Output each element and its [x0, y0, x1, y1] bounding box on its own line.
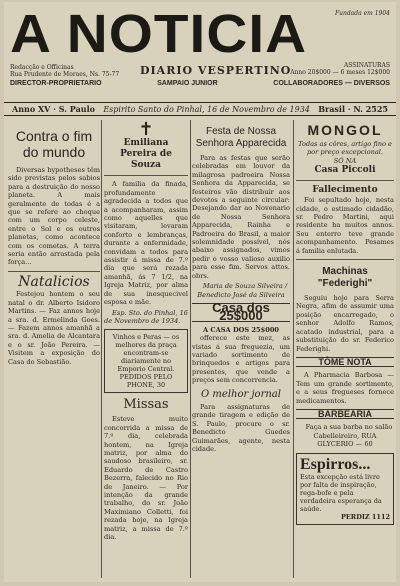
column-4 — [296, 120, 394, 529]
ad-headline: Casa dos 25$000 — [192, 303, 290, 322]
diario-label: DIARIO VESPERTINO — [140, 64, 292, 77]
redacao-text: Redacção e Officinas — [10, 64, 74, 71]
natalicios-body: Festejou hontem o seu natal o dr. Alberto Isidoro Martins. — Faz annos hoje a sra. d. Ermelinda Goes. — Fazem annos amanhã a sra. d. Amelia de Alcantara e o sr. João Pereira. — Visitem a exposição do Casa do Sebastião. — [8, 290, 100, 366]
masthead — [10, 4, 390, 100]
section-headline: O melhor jornal — [201, 388, 281, 400]
tome-nota-body: A Pharmacia Barbosa — Tem um grande sortimento, e a seus fregueses fornece medicamentos. — [296, 371, 394, 405]
subscriptions-values: Anno 20$000 — 6 meses 12$000 — [290, 69, 390, 76]
article-body: Para as festas que serão celebradas em louvor da milagrosa padroeira Nossa Senhora da Apparecida, se festeiros vão distribuir aos devotos a seguinte circular: Desejando dar ao Novenario de Nossa Senhora Apparecida, Rainha e Padroeira do Brasil, a maior solemnidade possível, nós abaixo assignados, vimos pedir o vosso valioso auxilio para esse fim. Servos attos. obrs. — [192, 154, 290, 280]
collaborators-label: COLLABORADORES — DIVERSOS — [273, 80, 390, 87]
section-headline: Natalicios — [18, 273, 90, 290]
ad-footer: PERDIZ 1112 — [340, 512, 390, 521]
machinas-body: Seguiu hoje para Serra Negra, afim de assumir uma posição encarregado, o senhor Adolfo Ramos, acatado industrial, para a substituição do sr. Federico Federighi. — [296, 294, 394, 353]
address-text: Rua Prudente de Moraes, Ns. 75-77 — [10, 71, 120, 78]
newspaper-page — [4, 2, 396, 582]
proprietor-name: SAMPAIO JUNIOR — [157, 80, 218, 87]
obituary-headline: Emiliana Pereira de Souza — [120, 138, 172, 171]
issue-year: Anno XV · S. Paulo — [12, 104, 95, 114]
divider — [296, 259, 394, 260]
divider — [8, 271, 100, 272]
article-body: Diversas hypotheses têm sido previstas pelos sabios para a destruição do nosso planeta. A mais geralmente de todas é a que se refere ao choque com um corpo celeste, entre o Sol e os outros planetas, como acontece com os cometas. A terra seria então arrastada pela força... — [8, 166, 100, 267]
issue-date: Espirito Santo do Pinhal, 16 de Novembro de 1934 — [103, 104, 310, 114]
section-headline: BARBEARIA — [296, 409, 394, 419]
divider — [296, 180, 394, 181]
ad-sona: SÓ NA — [333, 156, 357, 165]
ad-shop-name: Casa Piccoli — [314, 165, 376, 176]
ad-headline: Espirros... — [300, 455, 371, 473]
subscriptions — [280, 62, 390, 76]
staff-line — [10, 80, 390, 87]
advertisement: Vinhos e Peras — os melhores da praça encontram-se diariamente no Emporio Central. PEDIDOS PELO PHONE, 30 — [104, 329, 188, 393]
column-divider — [190, 120, 191, 578]
ad-headline: MONGOL — [307, 122, 383, 138]
espirros-ad — [296, 453, 394, 525]
cross-icon: ✝ — [138, 119, 154, 140]
article-headline: Contra o fim do mundo — [15, 128, 93, 160]
column-1 — [8, 120, 100, 368]
section-headline: Missas — [123, 397, 169, 413]
missas-body: Esteve muito concorrida a missa de 7.º dia, celebrada hontem, na Igreja matriz, por alma do saudoso brasileiro, sr. Eduardo de Castro Bezerra, falecido no Rio de Janeiro. — Por intenção da grande trabalho, do sr. João Maximiano Colletti, foi rezada hoje, na Igreja matriz, a missa de 7.º dia. — [104, 415, 188, 541]
founded-note: Fundada em 1904 — [334, 10, 390, 17]
ad-body: offerece este mez, as vistas á sua freguezia, um variado sortimento de brinquedos e artigos para presentes, que vende a preços sem concorrencia. — [192, 334, 290, 385]
section-headline: Fallecimento — [312, 185, 378, 196]
melhor-body: Para assignaturas de grande tiragem e edição de S. Paulo, procure o sr. Benedicto Guedes Guimarães, agente, nesta cidade. — [192, 402, 290, 453]
director-label: DIRECTOR-PROPRIETARIO — [10, 80, 102, 87]
ad-tagline: Todas as côres, artigo fino e por preço excepcional. — [298, 140, 392, 157]
column-divider — [101, 120, 102, 578]
obituary-body: A familia da finada, profundamente agradecida a todos que a acompanharam, assim como aquelles que visitaram, levaram conforto e lembranças, durante a enfermidade, convidam a todos para assistir á missa de 7.º dia que será rezada amanhã, ás 7 1/2, na Igreja Matriz, por alma de sua inesquecivel esposa e mãe. — [104, 180, 188, 307]
column-2 — [104, 120, 188, 543]
article-headline: Festa de Nossa Senhora Apparecida — [195, 126, 287, 149]
ad-subtitle: A CASA DOS 25$000 — [203, 325, 279, 334]
obituary-place: Esp. Sto. do Pinhal, 16 de Novembro de 1934. — [104, 308, 188, 325]
newspaper-title: A NOTICIA — [10, 4, 308, 64]
section-headline: TÔME NOTA — [296, 357, 394, 367]
divider — [104, 175, 188, 176]
fallecimento-body: Foi sepultado hoje, nesta cidade, o estimado cidadão, sr. Pedro Martini, aqui residente ha muitos annos. Seu enterro teve grande acompanhamento. Pesames á familia enlutada. — [296, 196, 394, 255]
column-3 — [192, 120, 290, 455]
redacao-label — [10, 64, 119, 78]
ad-body: Esta excepção está livre por falta de inspiração, rega-bofe e pela verdadeira esperança da saúde. — [300, 472, 382, 513]
column-divider — [293, 120, 294, 578]
section-headline: Machinas "Federighi" — [317, 266, 373, 290]
subscriptions-title: ASSINATURAS — [343, 62, 390, 69]
barbearia-body: Faça a sua barba no salão Cabelleireiro, RUA GLYCERIO — 60 — [305, 423, 393, 449]
dateline — [4, 102, 396, 116]
signature: Maria de Souza Silveira / Benedicto José da Silveira — [197, 282, 288, 299]
issue-number: Brasil · N. 2525 — [318, 104, 388, 114]
